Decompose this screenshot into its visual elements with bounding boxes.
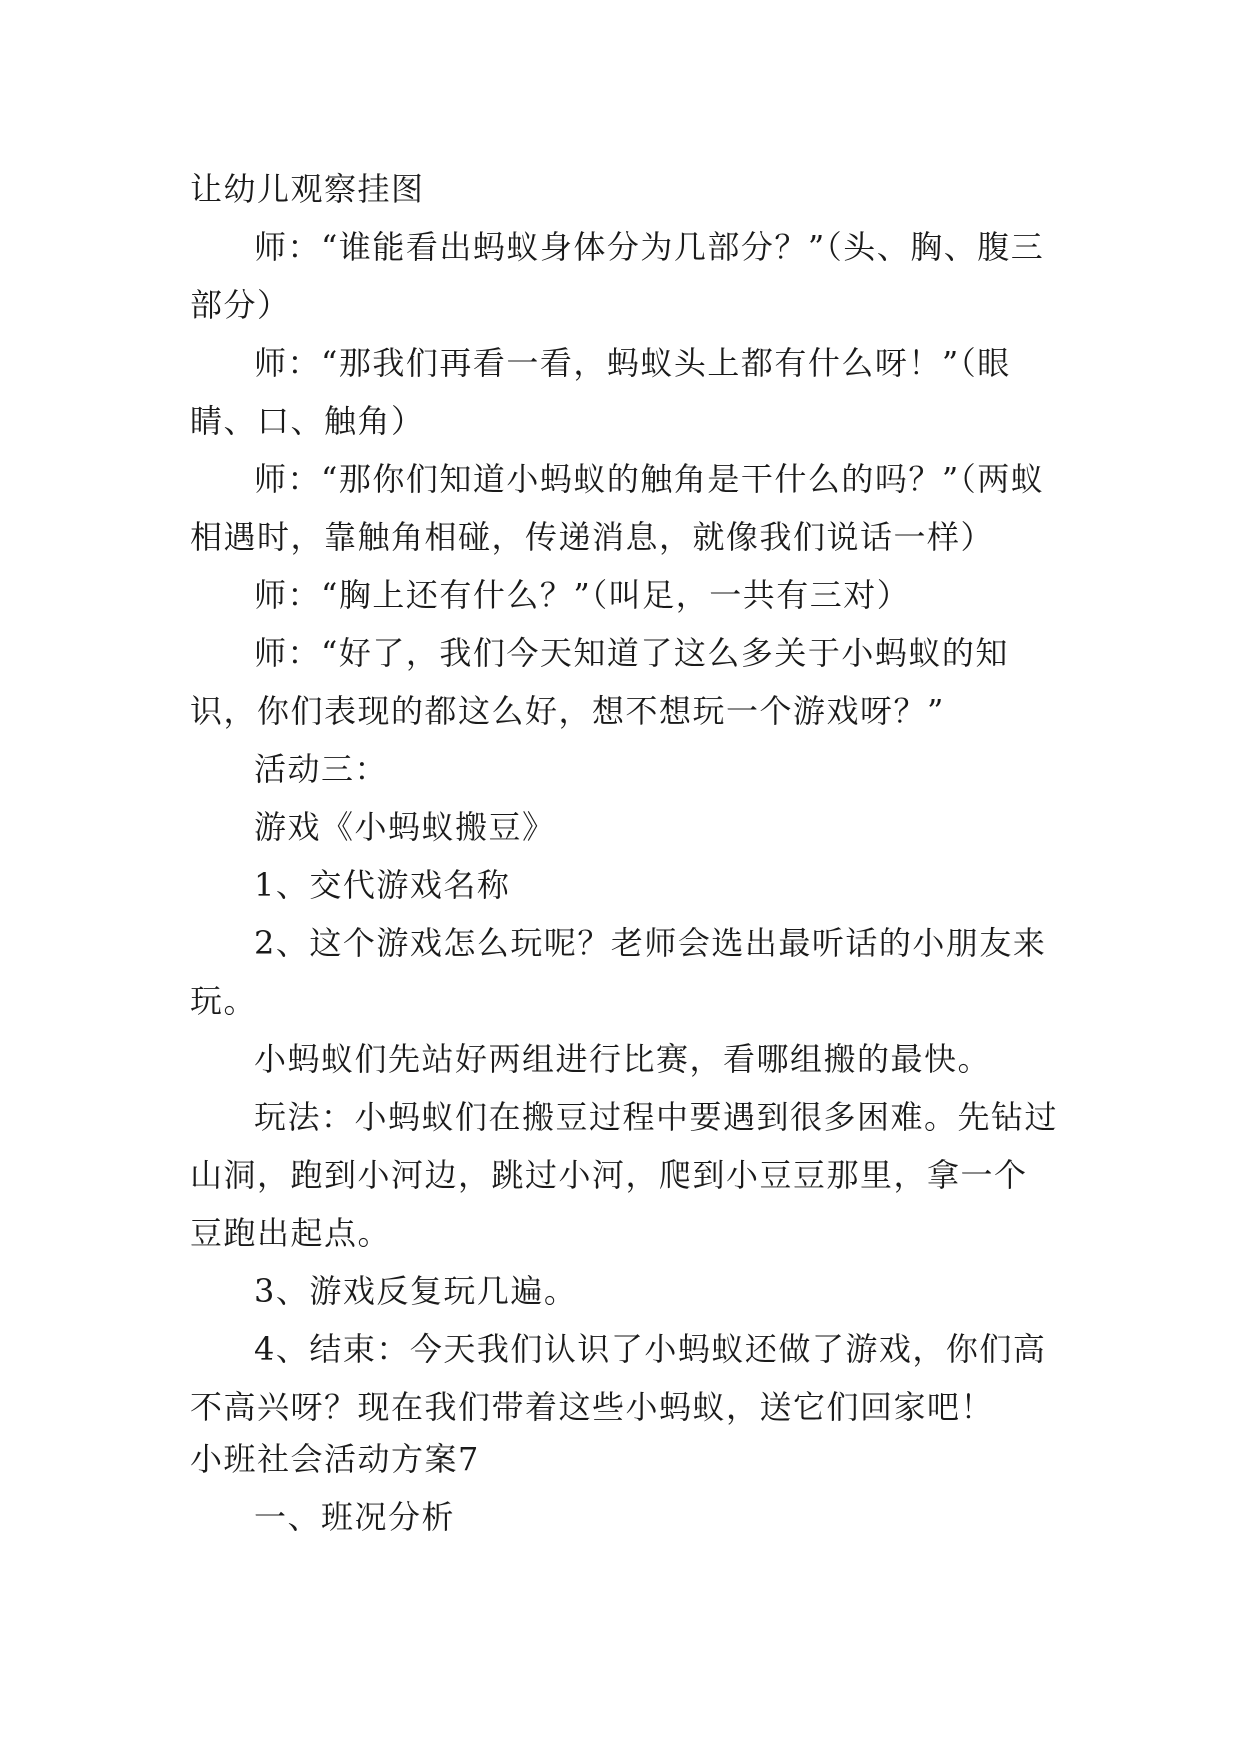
paragraph-game-title: 游戏《小蚂蚁搬豆》 (254, 808, 556, 846)
paragraph-step-4: 4、结束：今天我们认识了小蚂蚁还做了游戏，你们高不高兴呀？现在我们带着这些小蚂蚁，送它们回家吧！ (190, 1330, 1047, 1426)
paragraph-dialogue-5: 师：“好了，我们今天知道了这么多关于小蚂蚁的知识，你们表现的都这么好，想不想玩一个游戏呀？” (190, 634, 1009, 730)
paragraph-activity-heading: 活动三： (254, 750, 389, 788)
paragraph-dialogue-4: 师：“胸上还有什么？”（叫足，一共有三对） (254, 576, 911, 614)
paragraph-class-analysis-heading: 一、班况分析 (254, 1498, 456, 1536)
paragraph-dialogue-1: 师：“谁能看出蚂蚁身体分为几部分？”（头、胸、腹三部分） (190, 228, 1045, 324)
paragraph-teams: 小蚂蚁们先站好两组进行比赛，看哪组搬的最快。 (254, 1040, 992, 1078)
paragraph-dialogue-2: 师：“那我们再看一看，蚂蚁头上都有什么呀！”（眼睛、口、触角） (190, 344, 1011, 440)
paragraph-step-1: 1、交代游戏名称 (254, 866, 511, 904)
paragraph-step-3: 3、游戏反复玩几遍。 (254, 1272, 578, 1310)
paragraph-intro: 让幼儿观察挂图 (190, 170, 425, 208)
paragraph-step-2: 2、这个游戏怎么玩呢？老师会选出最听话的小朋友来玩。 (190, 924, 1047, 1020)
section-title: 小班社会活动方案7 (190, 1440, 480, 1478)
paragraph-dialogue-3: 师：“那你们知道小蚂蚁的触角是干什么的吗？”（两蚁相遇时，靠触角相碰，传递消息，就像我们说话一样） (190, 460, 1045, 556)
paragraph-rules: 玩法：小蚂蚁们在搬豆过程中要遇到很多困难。先钻过山洞，跑到小河边，跳过小河，爬到小豆豆那里，拿一个豆跑出起点。 (190, 1098, 1059, 1252)
document-body (190, 160, 1060, 1546)
